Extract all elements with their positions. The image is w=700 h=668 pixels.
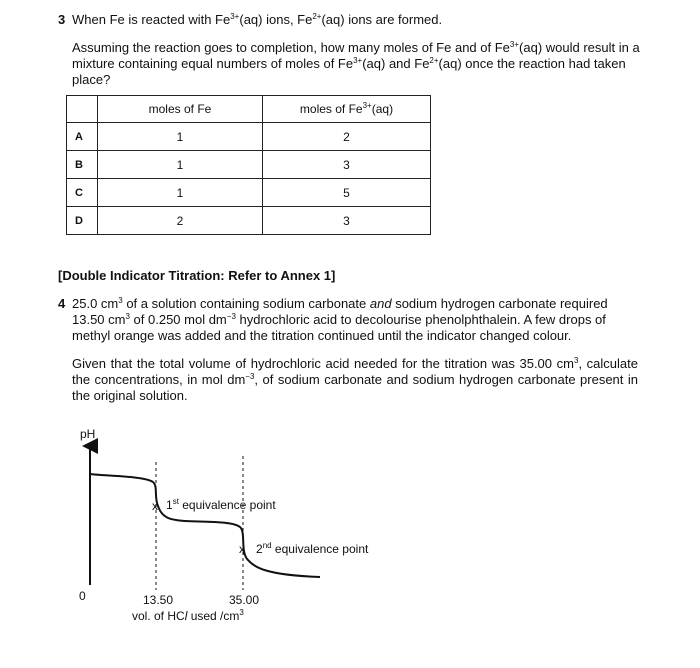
moles-fe-cell: 1 xyxy=(98,179,263,207)
option-letter: B xyxy=(67,151,98,179)
moles-fe-cell: 1 xyxy=(98,123,263,151)
question-3-stem: When Fe is reacted with $Fe^{3+}(aq)$ ions, $Fe^{2+}(aq)$ ions are formed. xyxy=(72,12,443,27)
question-4-paragraph-2: Given that the total volume of hydrochloric acid needed for the titration was 35.00 $cm^3$, calculate the concentrations, in mol $dm^{-3}$, of sodium carbonate and sodium hydrogen carbonate present in the original solution. xyxy=(72,356,638,403)
option-letter: A xyxy=(67,123,98,151)
question-3-number: 3 xyxy=(58,12,66,27)
titration-curve xyxy=(90,474,320,577)
option-letter: D xyxy=(67,207,98,235)
table-header-moles-fe: moles of Fe xyxy=(98,96,263,123)
eq1-label: 1st equivalence point xyxy=(166,497,276,512)
option-letter: C xyxy=(67,179,98,207)
moles-fe-cell: 2 xyxy=(98,207,263,235)
moles-fe3-cell: 5 xyxy=(263,179,431,207)
moles-fe-cell: 1 xyxy=(98,151,263,179)
moles-fe3-cell: 3 xyxy=(263,151,431,179)
question-4-paragraph-1: 25.0 $cm^3$ of a solution containing sodium carbonate and sodium hydrogen carbonate required 13.50 $cm^3$ of 0.250 mol $dm^{-3}$ hydrochloric acid to decolourise phenolphthalein. A few drops of methyl orange was added and the titration continued until the indicator changed colour. xyxy=(72,296,608,343)
table-header-moles-fe3: moles of $Fe^{3+}(aq)$ xyxy=(263,96,431,123)
equivalence-mark-1: x xyxy=(152,499,158,513)
x-tick-13-50: 13.50 xyxy=(143,593,174,607)
annex-reference: [Double Indicator Titration: Refer to Annex 1] xyxy=(58,268,336,283)
x-axis-label: vol. of HCl used $/cm^3$ xyxy=(132,608,244,623)
moles-fe3-cell: 3 xyxy=(263,207,431,235)
y-axis-label: pH xyxy=(80,427,96,441)
question-3-paragraph: Assuming the reaction goes to completion, how many moles of Fe and of $Fe^{3+}(aq)$ would result in a mixture containing equal numbers of moles of $Fe^{3+}(aq)$ and $Fe^{2+}(aq)$ once the reaction had taken place? xyxy=(72,40,640,87)
origin-label: 0 xyxy=(79,589,86,603)
equivalence-mark-2: x xyxy=(239,542,245,556)
moles-fe3-cell: 2 xyxy=(263,123,431,151)
eq2-label: 2nd equivalence point xyxy=(256,541,369,556)
x-tick-35-00: 35.00 xyxy=(229,593,260,607)
question-4-number: 4 xyxy=(58,296,66,311)
